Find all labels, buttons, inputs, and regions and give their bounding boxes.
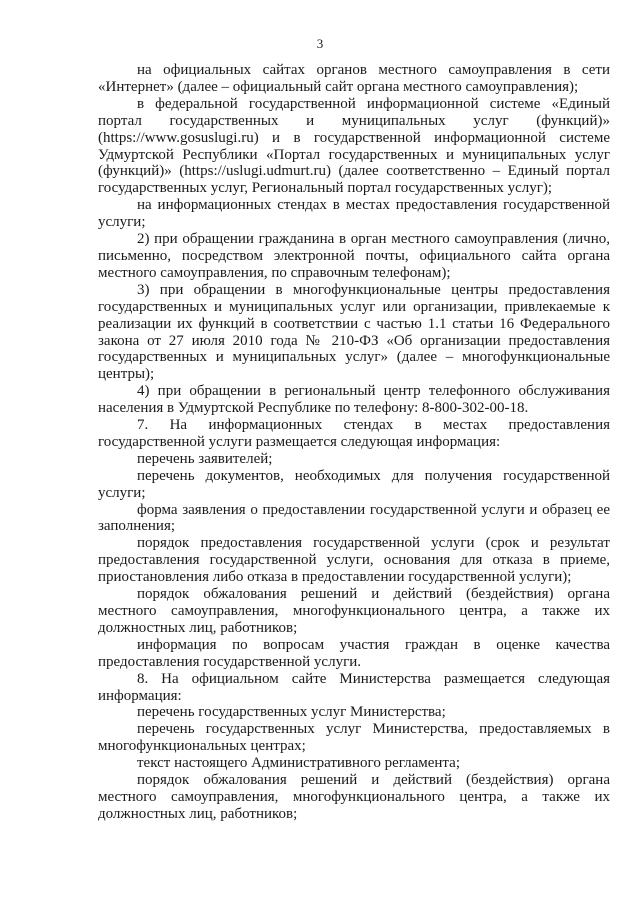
paragraph: порядок обжалования решений и действий (бездействия) органа местного самоуправления, многофункционального центра, а также их должностных лиц, работников; xyxy=(98,586,610,636)
paragraph: порядок обжалования решений и действий (бездействия) органа местного самоуправления, многофункционального центра, а также их должностных лиц, работников; xyxy=(98,772,610,822)
paragraph: форма заявления о предоставлении государственной услуги и образец ее заполнения; xyxy=(98,501,610,535)
page-number: 3 xyxy=(316,36,324,51)
paragraph: в федеральной государственной информационной системе «Единый портал государственных и муниципальных услуг (функций)» (https://www.gosuslugi.ru) и в государственной информационной системе Удмуртской Республики «Портал государственных и муниципальных услуг (функций)» (https://uslugi.udmurt.ru) (далее соответственно – Единый портал государственных услуг, Региональный портал государственных услуг); xyxy=(98,95,610,197)
paragraph: на официальных сайтах органов местного самоуправления в сети «Интернет» (далее – официальный сайт органа местного самоуправления); xyxy=(98,62,610,95)
paragraph: текст настоящего Административного регламента; xyxy=(137,755,460,772)
paragraph: порядок предоставления государственной услуги (срок и результат предоставления государственной услуги, основания для отказа в приеме, приостановления либо отказа в предоставлении государственной услуги); xyxy=(98,535,610,586)
paragraph: 8. На официальном сайте Министерства размещается следующая информация: xyxy=(98,670,610,704)
document-body xyxy=(98,62,610,823)
paragraph: на информационных стендах в местах предоставления государственной услуги; xyxy=(98,197,610,231)
paragraph: 2) при обращении гражданина в орган местного самоуправления (лично, письменно, посредством электронной почты, официального сайта органа местного самоуправления, по справочным телефонам); xyxy=(98,231,610,281)
paragraph: перечень заявителей; xyxy=(137,450,273,467)
paragraph: перечень документов, необходимых для получения государственной услуги; xyxy=(98,467,610,501)
paragraph: 4) при обращении в региональный центр телефонного обслуживания населения в Удмуртской Республике по телефону: 8-800-302-00-18. xyxy=(98,383,610,417)
paragraph: перечень государственных услуг Министерства; xyxy=(137,704,446,721)
paragraph: перечень государственных услуг Министерства, предоставляемых в многофункциональных центрах; xyxy=(98,721,610,755)
paragraph: 3) при обращении в многофункциональные центры предоставления государственных и муниципальных услуг или организации, привлекаемые к реализации их функций в соответствии с частью 1.1 статьи 16 Федерального закона от 27 июля 2010 года № 210-ФЗ «Об организации предоставления государственных и муниципальных услуг» (далее – многофункциональные центры); xyxy=(98,281,610,383)
paragraph: информация по вопросам участия граждан в оценке качества предоставления государственной услуги. xyxy=(98,636,610,670)
paragraph: 7. На информационных стендах в местах предоставления государственной услуги размещается следующая информация: xyxy=(98,417,610,450)
